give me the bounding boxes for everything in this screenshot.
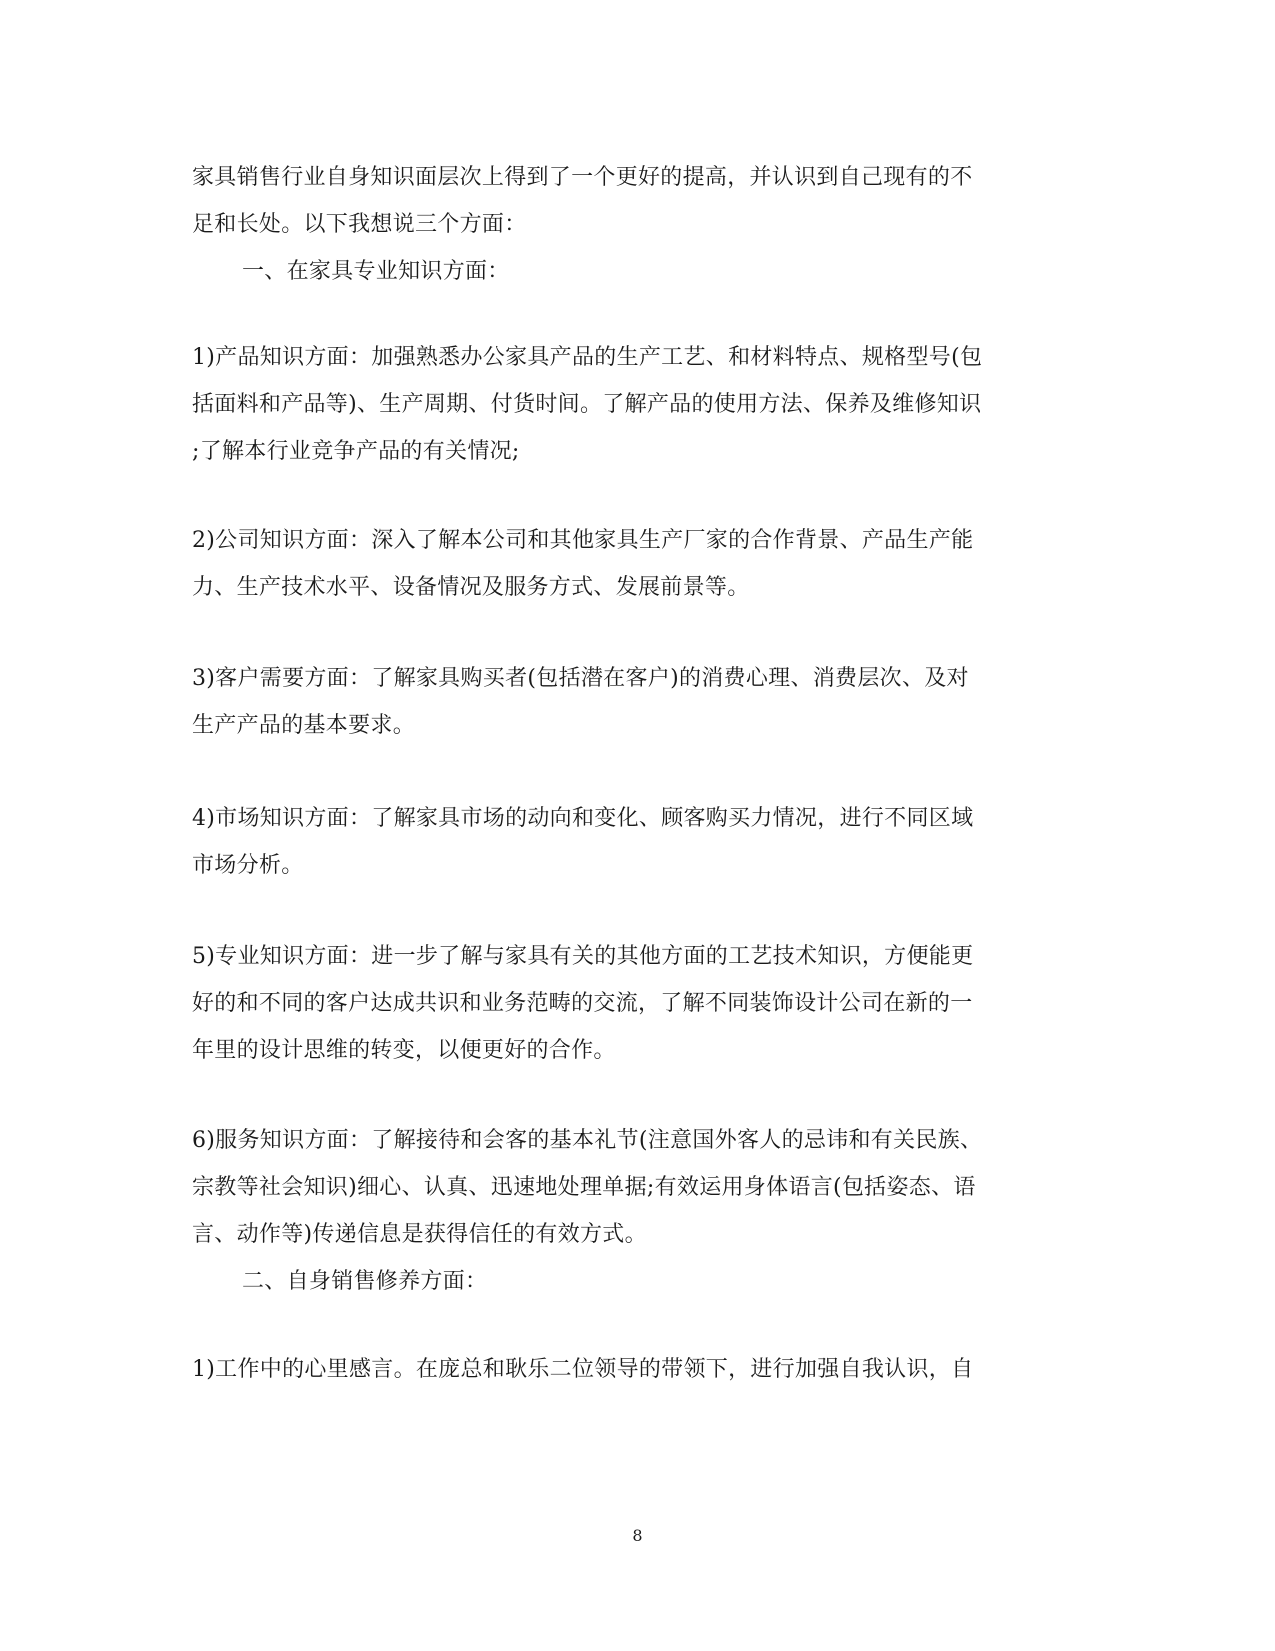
list-item-text: 3)客户需要方面：了解家具购买者(包括潜在客户)的消费心理、消费层次、及对	[192, 666, 969, 691]
list-item-text: 5)专业知识方面：进一步了解与家具有关的其他方面的工艺技术知识，方便能更	[192, 944, 974, 969]
body-text-line: 足和长处。以下我想说三个方面：	[192, 212, 527, 237]
list-item-text: 生产产品的基本要求。	[192, 713, 416, 738]
section-heading: 一、在家具专业知识方面：	[242, 259, 510, 284]
list-item-text: 4)市场知识方面：了解家具市场的动向和变化、顾客购买力情况，进行不同区域	[192, 806, 974, 831]
list-item-text: 2)公司知识方面：深入了解本公司和其他家具生产厂家的合作背景、产品生产能	[192, 528, 974, 553]
list-item-text: 1)工作中的心里感言。在庞总和耿乐二位领导的带领下，进行加强自我认识，自	[192, 1357, 974, 1382]
list-item-text: 1)产品知识方面：加强熟悉办公家具产品的生产工艺、和材料特点、规格型号(包	[192, 345, 983, 370]
list-item-text: 年里的设计思维的转变，以便更好的合作。	[192, 1038, 616, 1063]
page-number: 8	[632, 1526, 643, 1545]
list-item-text: ;了解本行业竞争产品的有关情况;	[192, 439, 520, 464]
list-item-text: 言、动作等)传递信息是获得信任的有效方式。	[192, 1222, 647, 1247]
list-item-text: 宗教等社会知识)细心、认真、迅速地处理单据;有效运用身体语言(包括姿态、语	[192, 1175, 976, 1200]
list-item-text: 力、生产技术水平、设备情况及服务方式、发展前景等。	[192, 575, 750, 600]
list-item-text: 好的和不同的客户达成共识和业务范畴的交流，了解不同装饰设计公司在新的一	[192, 991, 973, 1016]
list-item-text: 6)服务知识方面：了解接待和会客的基本礼节(注意国外客人的忌讳和有关民族、	[192, 1128, 983, 1153]
list-item-text: 括面料和产品等)、生产周期、付货时间。了解产品的使用方法、保养及维修知识	[192, 392, 982, 417]
section-heading: 二、自身销售修养方面：	[242, 1269, 488, 1294]
list-item-text: 市场分析。	[192, 853, 304, 878]
body-text-line: 家具销售行业自身知识面层次上得到了一个更好的提高，并认识到自己现有的不	[192, 165, 973, 190]
